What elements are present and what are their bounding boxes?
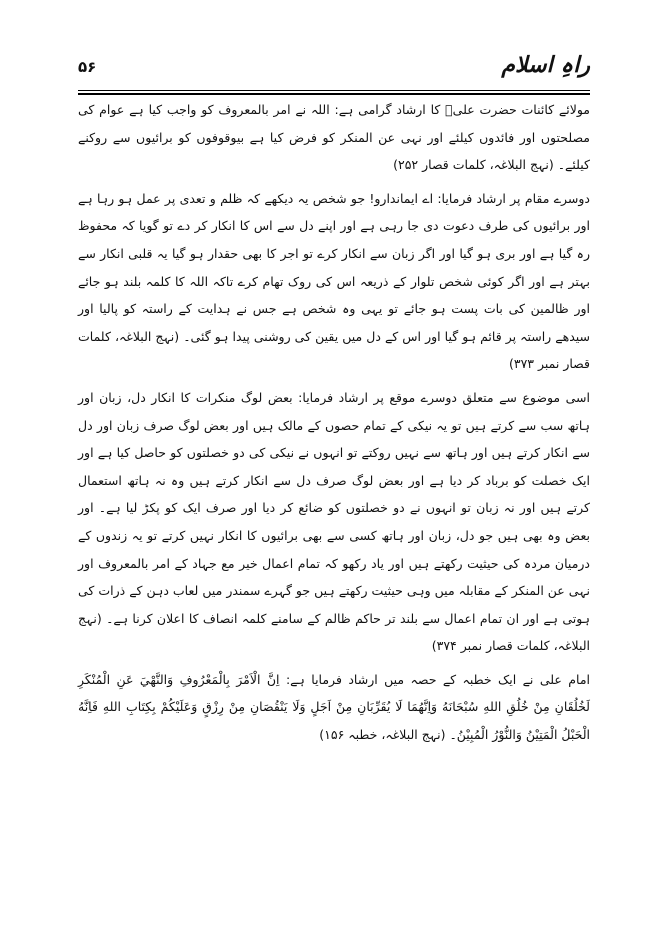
paragraph: مولائے کائنات حضرت علیؑ کا ارشاد گرامی ہے: اللہ نے امر بالمعروف کو واجب کیا ہے عوام کی مصلحتوں اور فائدوں کیلئے اور نہی عن المنکر کو فرض کیا ہے بیوقوفوں کو برائیوں سے روکنے کیلئے۔ (نہج البلاغہ، کلمات قصار ۲۵۲) — [78, 102, 590, 173]
paragraph: اسی موضوع سے متعلق دوسرے موقع پر ارشاد فرمایا: بعض لوگ منکرات کا انکار دل، زبان اور ہاتھ سب سے کرتے ہیں تو یہ نیکی کے تمام حصوں کے مالک ہیں اور بعض لوگ صرف زبان اور دل سے انکار کرتے ہیں اور ہاتھ سے نہیں روکتے تو انہوں نے نیکی کی دو خصلتوں کو حاصل کیا ہے اور ایک خصلت کو برباد کر دیا ہے اور بعض لوگ صرف دل سے انکار کرتے ہیں وہ نہ ہاتھ استعمال کرتے ہیں اور نہ زبان تو انہوں نے دو خصلتوں کو ضائع کر دیا اور صرف ایک کو پکڑ لیا ہے۔ اور بعض وہ بھی ہیں جو دل، زبان اور ہاتھ کسی سے بھی برائیوں کا انکار نہیں کرتے تو یہ زندوں کے درمیان مردہ کی حیثیت رکھتے ہیں اور یاد رکھو کہ تمام اعمال خیر مع جہاد کے امر بالمعروف اور نہی عن المنکر کے مقابلہ میں وہی حیثیت رکھتے ہیں جو گہرے سمندر میں لعاب دہن کے ذرات کی ہوتی ہے اور ان تمام اعمال سے بلند تر حاکم ظالم کے سامنے کلمہ انصاف کا اعلان کرنا ہے۔ (نہج البلاغہ، کلمات قصار نمبر ۳۷۴) — [78, 389, 590, 654]
arabic-quotation: اِنَّ الْاَمْرَ بِالْمَعْرُوفِ وَالنَّهْيَ عَنِ الْمُنْكَرِ لَخُلُقَانِ مِنْ خُلُقِ اللهِ سُبْحَانَهُ وَاِنَّهُمَا لَا يُقَرِّبَانِ مِنْ اَجَلٍ وَلَا يَنْقُصَانِ مِنْ رِزْقٍ وَعَلَيْكُمْ بِكِتَابِ اللهِ فَاِنَّهُ الْحَبْلُ الْمَتِيْنُ وَالنُّوْرُ الْمُبِيْنُ۔ — [78, 671, 590, 743]
page-number: ۵۶ — [78, 58, 97, 76]
closing-intro: امام علی نے ایک خطبہ کے حصہ میں ارشاد فرمایا ہے: — [279, 671, 590, 687]
header-rule-thick — [78, 93, 590, 95]
closing-citation: (نہج البلاغہ، خطبہ ۱۵۶) — [319, 727, 446, 743]
closing-paragraph — [78, 666, 590, 749]
book-title: راہِ اسلام — [501, 52, 590, 78]
header-rule — [78, 90, 590, 91]
page-header — [78, 52, 590, 86]
paragraph: دوسرے مقام پر ارشاد فرمایا: اے ایماندارو! جو شخص یہ دیکھے کہ ظلم و تعدی پر عمل ہو رہا ہے اور برائیوں کی طرف دعوت دی جا رہی ہے اور اپنے دل سے اس کا انکار کر دے تو گویا کہ محفوظ رہ گیا ہے اور بری ہو گیا اور اگر زبان سے انکار کرے تو اجر کا بھی حقدار ہو گیا یہ قلبی انکار سے بہتر ہے اور اگر کوئی شخص تلوار کے ذریعہ اس کی روک تھام کرے تاکہ اللہ کا کلمہ بلند ہو جائے اور ظالمین کی بات پست ہو جائے تو یہی وہ شخص ہے جس نے ہدایت کے راستہ کو پالیا اور سیدھے راستہ پر قائم ہو گیا اور اس کے دل میں یقین کی روشنی پیدا ہو گئی۔ (نہج البلاغہ، کلمات قصار نمبر ۳۷۳) — [78, 190, 590, 372]
page-body — [78, 96, 590, 755]
